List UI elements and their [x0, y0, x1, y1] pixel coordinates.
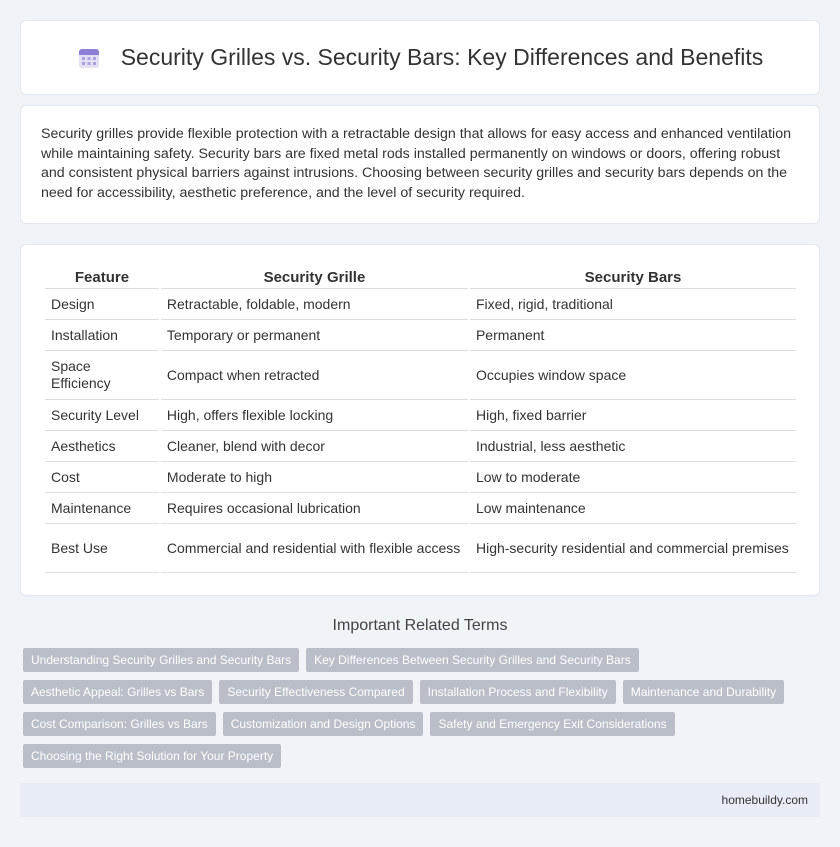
intro-card [20, 105, 820, 224]
table-cell: Installation [45, 320, 159, 351]
column-header: Feature [45, 263, 159, 289]
table-row [45, 431, 796, 462]
table-cell: Compact when retracted [161, 351, 468, 400]
column-header: Security Grille [161, 263, 468, 289]
related-term-tag[interactable]: Aesthetic Appeal: Grilles vs Bars [23, 680, 212, 704]
table-cell: Design [45, 289, 159, 320]
related-term-tag[interactable]: Installation Process and Flexibility [420, 680, 616, 704]
calendar-icon [77, 46, 101, 70]
intro-paragraph: Security grilles provide flexible protection with a retractable design that allows for easy access and enhanced ventilation while maintaining safety. Security bars are fixed metal rods installed permanently on windows or doors, offering robust and consistent physical barriers against intrusions. Choosing between security grilles and security bars depends on the need for accessibility, aesthetic preference, and the level of security required. [41, 126, 791, 201]
table-row [45, 524, 796, 573]
table-cell: Best Use [45, 524, 159, 573]
related-terms-heading: Important Related Terms [332, 617, 508, 634]
table-cell: High-security residential and commercial premises [470, 524, 796, 573]
table-row [45, 400, 796, 431]
table-row [45, 320, 796, 351]
table-header-row [45, 263, 796, 289]
related-term-tag[interactable]: Cost Comparison: Grilles vs Bars [23, 712, 216, 736]
related-term-tag[interactable]: Maintenance and Durability [623, 680, 784, 704]
related-term-tag[interactable]: Security Effectiveness Compared [219, 680, 412, 704]
tag-row [23, 680, 813, 704]
table-cell: Permanent [470, 320, 796, 351]
tag-row [23, 744, 813, 768]
table-cell: Commercial and residential with flexible access [161, 524, 468, 573]
comparison-table-card [20, 244, 820, 596]
table-row [45, 289, 796, 320]
table-cell: High, fixed barrier [470, 400, 796, 431]
page-title: Security Grilles vs. Security Bars: Key Differences and Benefits [120, 44, 764, 70]
table-cell: Maintenance [45, 493, 159, 524]
related-term-tag[interactable]: Choosing the Right Solution for Your Property [23, 744, 281, 768]
table-cell: Temporary or permanent [161, 320, 468, 351]
related-term-tag[interactable]: Key Differences Between Security Grilles and Security Bars [306, 648, 639, 672]
table-cell: Low maintenance [470, 493, 796, 524]
table-cell: Cost [45, 462, 159, 493]
footer-site-link[interactable]: homebuildy.com [721, 793, 808, 807]
table-cell: Moderate to high [161, 462, 468, 493]
table-cell: Occupies window space [470, 351, 796, 400]
related-term-tag[interactable]: Safety and Emergency Exit Considerations [430, 712, 674, 736]
related-terms-tags [23, 648, 813, 776]
table-cell: Cleaner, blend with decor [161, 431, 468, 462]
table-row [45, 462, 796, 493]
table-cell: Fixed, rigid, traditional [470, 289, 796, 320]
comparison-table [43, 263, 798, 573]
header-card [20, 20, 820, 95]
table-cell: High, offers flexible locking [161, 400, 468, 431]
tag-row [23, 648, 813, 672]
table-row [45, 351, 796, 400]
related-term-tag[interactable]: Customization and Design Options [223, 712, 424, 736]
footer [20, 783, 820, 817]
title-wrap [77, 44, 764, 71]
table-cell: Retractable, foldable, modern [161, 289, 468, 320]
table-cell: Security Level [45, 400, 159, 431]
table-cell: Aesthetics [45, 431, 159, 462]
table-cell: Requires occasional lubrication [161, 493, 468, 524]
table-cell: Low to moderate [470, 462, 796, 493]
table-cell: Space Efficiency [45, 351, 159, 400]
tag-row [23, 712, 813, 736]
table-row [45, 493, 796, 524]
related-term-tag[interactable]: Understanding Security Grilles and Security Bars [23, 648, 299, 672]
table-cell: Industrial, less aesthetic [470, 431, 796, 462]
column-header: Security Bars [470, 263, 796, 289]
